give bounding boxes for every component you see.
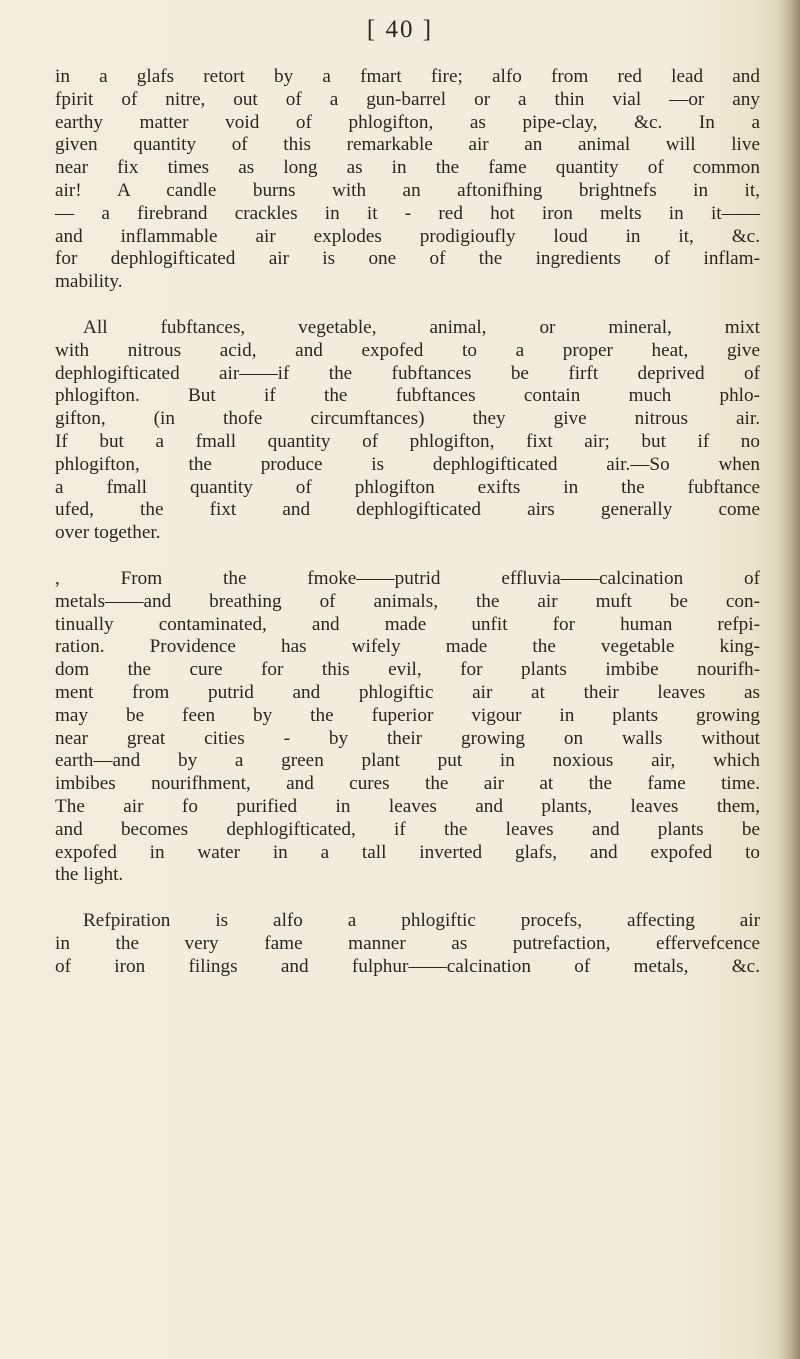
text-line: and becomes dephlogifticated, if the leaves and plants be [55,818,760,840]
text-line: may be feen by the fuperior vigour in plants growing [55,704,760,726]
paragraph-3 [55,568,760,887]
text-line: , From the fmoke——putrid effluvia——calcination of [55,567,760,589]
text-line: expofed in water in a tall inverted glafs, and expofed to [55,841,760,863]
text-line: for dephlogifticated air is one of the ingredients of inflam- [55,248,760,270]
text-line: gifton, (in thofe circumftances) they give nitrous air. [55,408,760,430]
text-line: air! A candle burns with an aftonifhing brightnefs in it, [55,179,760,201]
paragraph-spacer [55,545,760,568]
paragraph-spacer [55,294,760,317]
text-line: near fix times as long as in the fame quantity of common [55,157,760,179]
body-text [55,66,760,978]
paragraph-spacer [55,887,760,910]
page-edge-shadow [778,0,800,1359]
text-line: ufed, the fixt and dephlogifticated airs generally come [55,499,760,521]
text-line: ment from putrid and phlogiftic air at their leaves as [55,681,760,703]
text-line: given quantity of this remarkable air an animal will live [55,134,760,156]
text-line: tinually contaminated, and made unfit for human refpi- [55,613,760,635]
text-line: The air fo purified in leaves and plants, leaves them, [55,795,760,817]
text-line: mability. [55,271,123,293]
text-line: fpirit of nitre, out of a gun-barrel or a thin vial —or any [55,88,760,110]
text-line: dom the cure for this evil, for plants imbibe nourifh- [55,659,760,681]
text-line: metals——and breathing of animals, the air muft be con- [55,590,760,612]
text-line: and inflammable air explodes prodigioufly loud in it, &c. [55,225,760,247]
paragraph-2 [55,317,760,545]
text-line: imbibes nourifhment, and cures the air at the fame time. [55,773,760,795]
text-line: over together. [55,522,161,544]
text-line: dephlogifticated air——if the fubftances be firft deprived of [55,362,760,384]
text-line: If but a fmall quantity of phlogifton, fixt air; but if no [55,430,760,452]
text-line: earthy matter void of phlogifton, as pipe-clay, &c. In a [55,111,760,133]
text-line: near great cities - by their growing on walls without [55,727,760,749]
text-line: ration. Providence has wifely made the vegetable king- [55,636,760,658]
text-line: with nitrous acid, and expofed to a proper heat, give [55,339,760,361]
text-line: in the very fame manner as putrefaction, effervefcence [55,932,760,954]
text-line: a fmall quantity of phlogifton exifts in the fubftance [55,476,760,498]
text-line: All fubftances, vegetable, animal, or mineral, mixt [83,316,760,338]
text-line: — a firebrand crackles in it - red hot iron melts in it—— [55,202,760,224]
text-line: the light. [55,864,124,886]
text-line: of iron filings and fulphur——calcination of metals, &c. [55,955,760,977]
text-line: in a glafs retort by a fmart fire; alfo from red lead and [55,66,760,87]
paragraph-4 [55,910,760,978]
paragraph-1 [55,66,760,294]
text-line: earth—and by a green plant put in noxious air, which [55,750,760,772]
text-line: Refpiration is alfo a phlogiftic procefs, affecting air [83,910,760,932]
text-line: phlogifton. But if the fubftances contain much phlo- [55,385,760,407]
page-number: [ 40 ] [366,16,434,43]
text-line: phlogifton, the produce is dephlogifticated air.—So when [55,453,760,475]
